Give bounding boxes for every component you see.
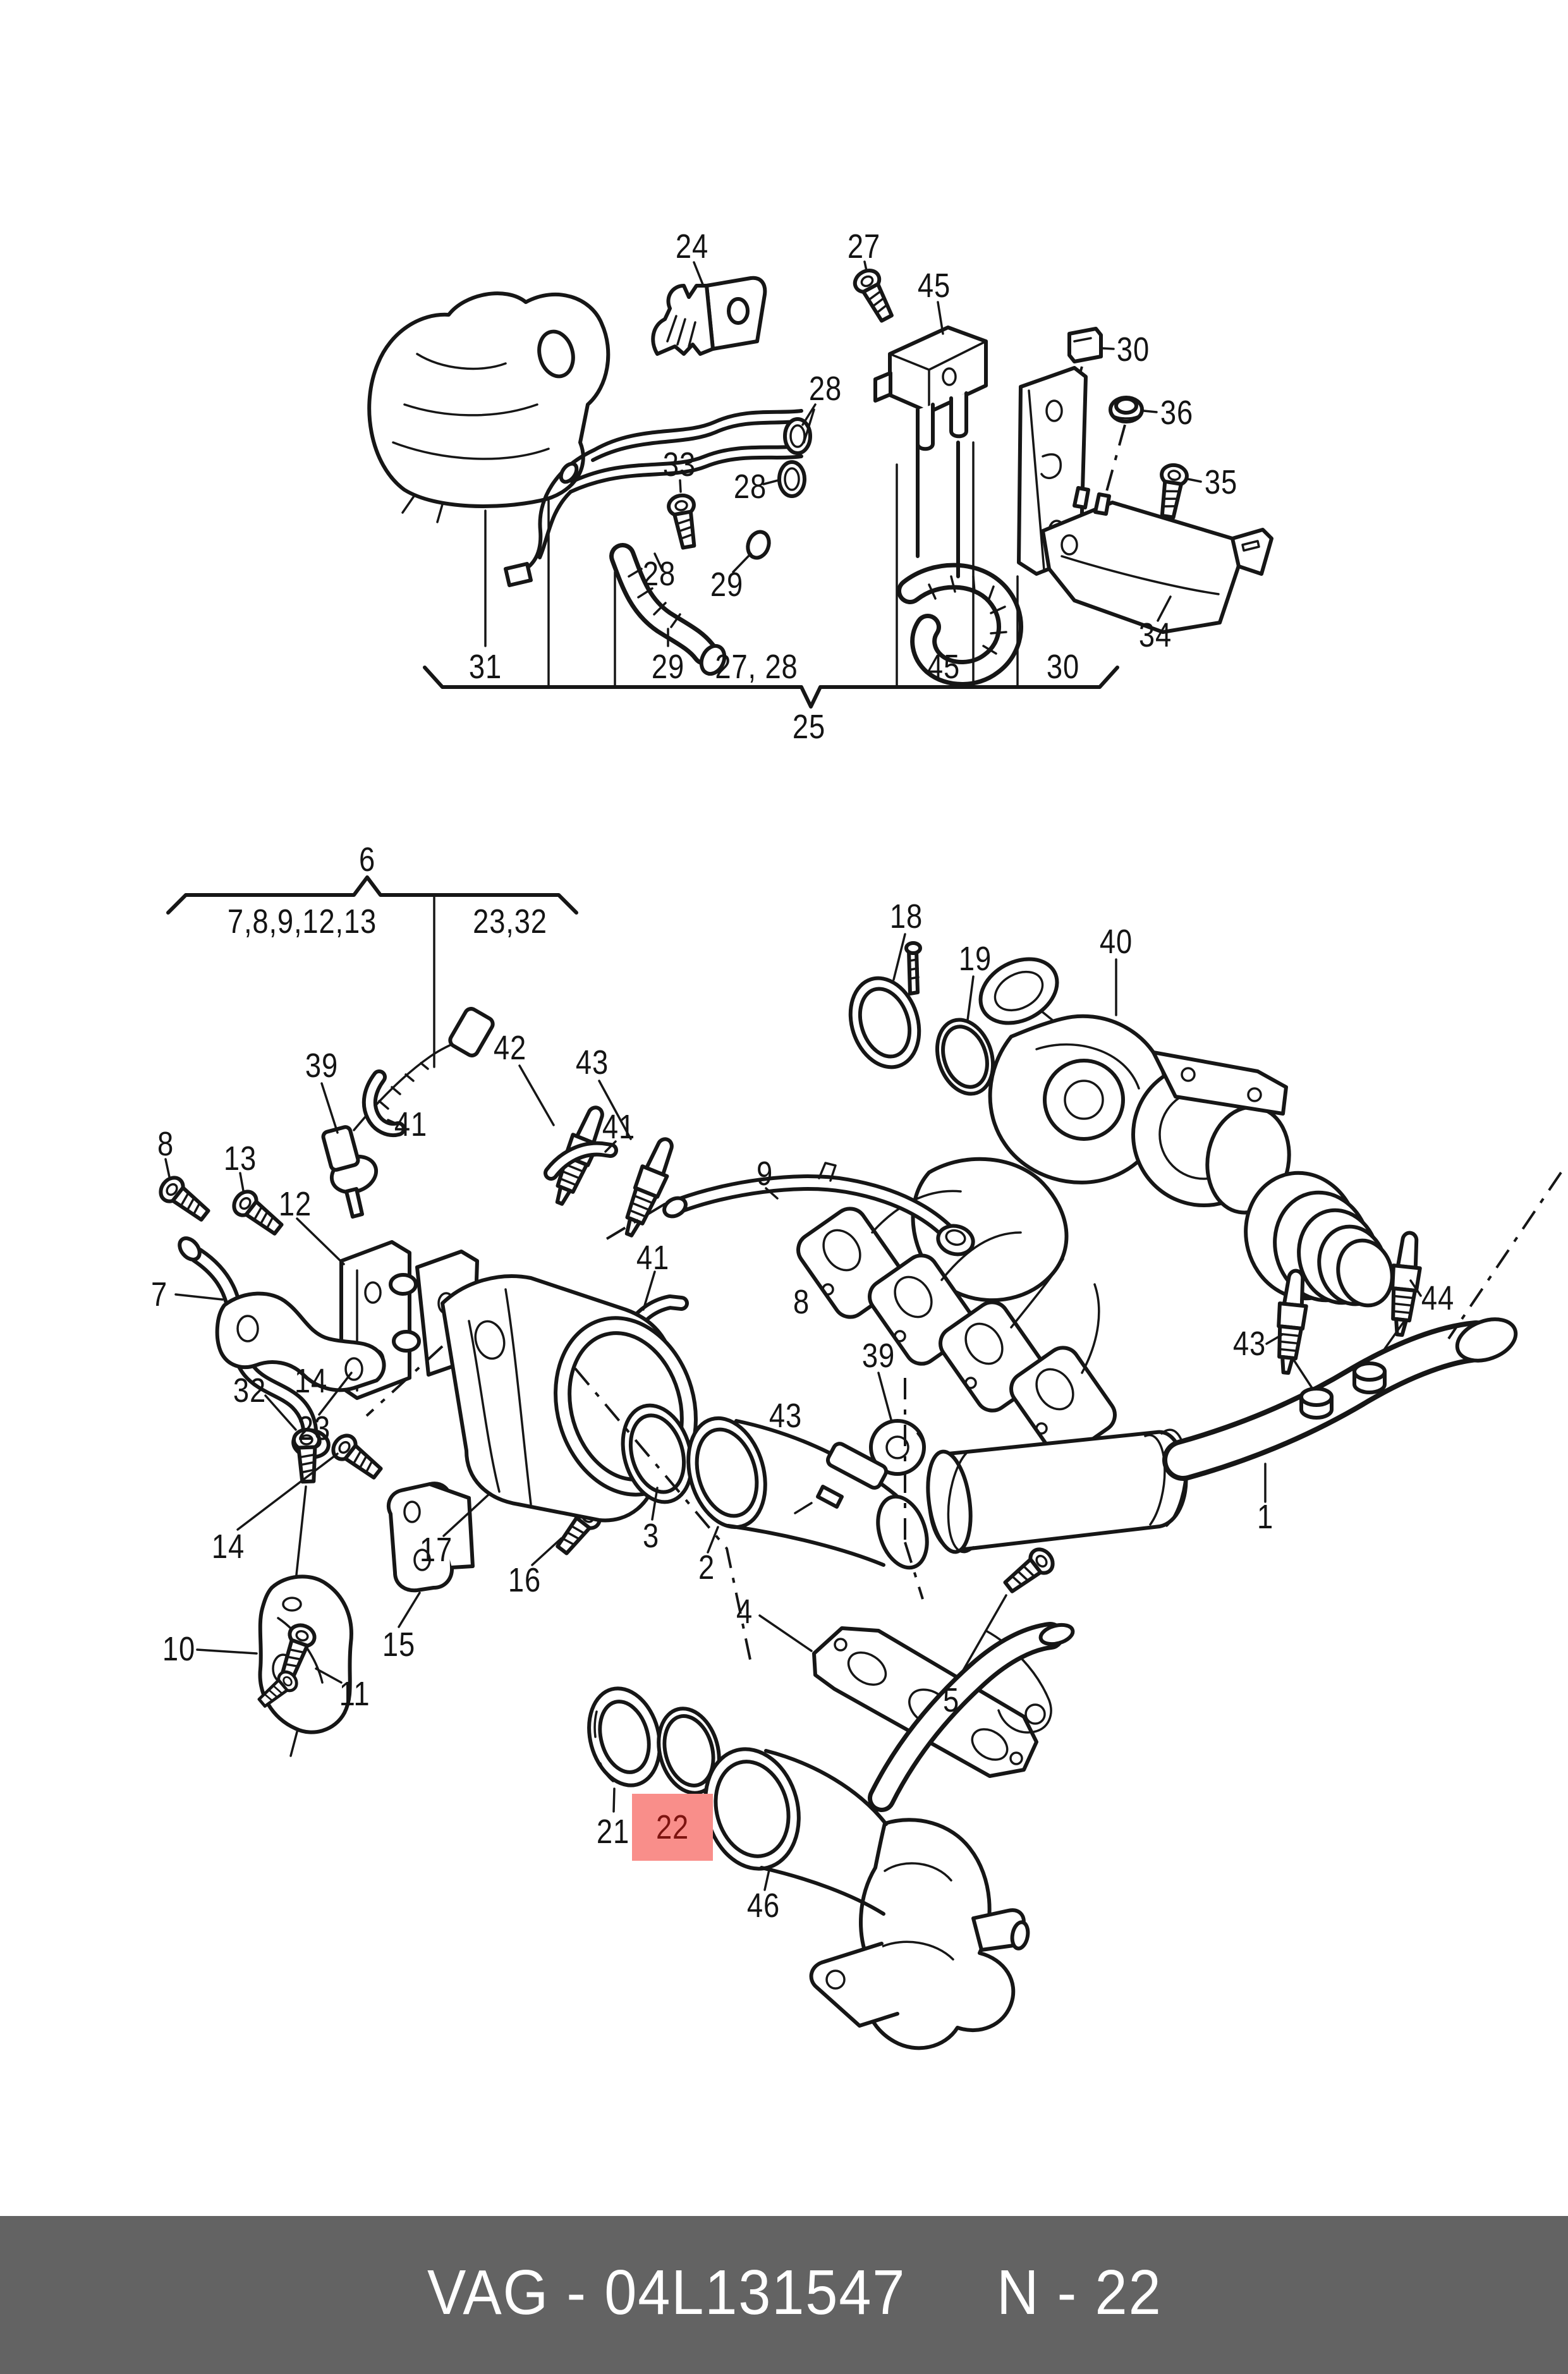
part-label-41[interactable]: 41	[636, 1239, 670, 1277]
part-label-24[interactable]: 24	[675, 228, 709, 265]
part-label-28[interactable]: 28	[642, 555, 676, 593]
part-label-23-32[interactable]: 23,32	[473, 903, 547, 940]
part-label-14[interactable]: 14	[294, 1362, 328, 1400]
part-label-29[interactable]: 29	[651, 648, 685, 686]
part-label-35[interactable]: 35	[1204, 463, 1238, 501]
part-label-18[interactable]: 18	[889, 898, 923, 935]
part-label-45[interactable]: 45	[917, 267, 951, 305]
part-label-25[interactable]: 25	[792, 708, 826, 746]
part-label-8[interactable]: 8	[157, 1125, 174, 1163]
part-label-41[interactable]: 41	[602, 1108, 636, 1146]
part-label-33[interactable]: 33	[662, 446, 696, 484]
part-label-5[interactable]: 5	[942, 1681, 960, 1719]
part-label-2[interactable]: 2	[698, 1549, 715, 1586]
part-label-46[interactable]: 46	[746, 1887, 781, 1925]
part-label-39[interactable]: 39	[305, 1047, 339, 1085]
part-label-34[interactable]: 34	[1138, 616, 1172, 654]
part-label-21[interactable]: 21	[596, 1813, 630, 1851]
part-label-41[interactable]: 41	[394, 1105, 428, 1143]
part-label-45[interactable]: 45	[927, 648, 961, 686]
part-label-31[interactable]: 31	[468, 648, 502, 686]
part-label-1[interactable]: 1	[1256, 1498, 1274, 1536]
part-label-27[interactable]: 27	[847, 228, 881, 265]
part-label-7-8-9-12-13[interactable]: 7,8,9,12,13	[227, 903, 377, 940]
part-label-30[interactable]: 30	[1116, 331, 1150, 368]
part-label-13[interactable]: 13	[223, 1140, 257, 1178]
footer-part-number: VAG - 04L131547	[427, 2257, 906, 2328]
part-label-9[interactable]: 9	[756, 1155, 774, 1193]
part-label-43[interactable]: 43	[575, 1044, 609, 1081]
part-label-27-28[interactable]: 27, 28	[715, 648, 798, 686]
part-label-44[interactable]: 44	[1421, 1279, 1455, 1317]
part-label-6[interactable]: 6	[358, 841, 376, 879]
part-label-22[interactable]: 22	[632, 1794, 713, 1861]
part-label-17[interactable]: 17	[419, 1531, 453, 1569]
part-label-32[interactable]: 32	[233, 1372, 267, 1409]
part-label-3[interactable]: 3	[642, 1517, 660, 1555]
footer-bar	[0, 2216, 1568, 2374]
part-label-29[interactable]: 29	[710, 566, 744, 604]
part-label-42[interactable]: 42	[493, 1029, 527, 1067]
part-label-40[interactable]: 40	[1099, 923, 1133, 961]
part-label-43[interactable]: 43	[769, 1397, 803, 1435]
part-label-15[interactable]: 15	[382, 1626, 416, 1664]
part-label-14[interactable]: 14	[211, 1528, 245, 1566]
part-label-8[interactable]: 8	[793, 1283, 810, 1321]
part-label-28[interactable]: 28	[808, 370, 842, 408]
part-label-12[interactable]: 12	[278, 1185, 312, 1223]
footer-page-ref: N - 22	[997, 2257, 1162, 2328]
part-label-43[interactable]: 43	[1232, 1325, 1267, 1363]
part-label-39[interactable]: 39	[861, 1337, 896, 1375]
part-label-11[interactable]: 11	[339, 1675, 370, 1713]
part-label-28[interactable]: 28	[733, 468, 767, 506]
part-label-16[interactable]: 16	[507, 1561, 542, 1599]
part-label-7[interactable]: 7	[150, 1275, 168, 1313]
part-label-10[interactable]: 10	[162, 1630, 196, 1668]
part-label-4[interactable]: 4	[736, 1593, 753, 1631]
part-label-36[interactable]: 36	[1160, 394, 1194, 432]
part-label-30[interactable]: 30	[1046, 648, 1080, 686]
part-label-23[interactable]: 23	[297, 1409, 331, 1447]
part-label-19[interactable]: 19	[958, 940, 992, 978]
